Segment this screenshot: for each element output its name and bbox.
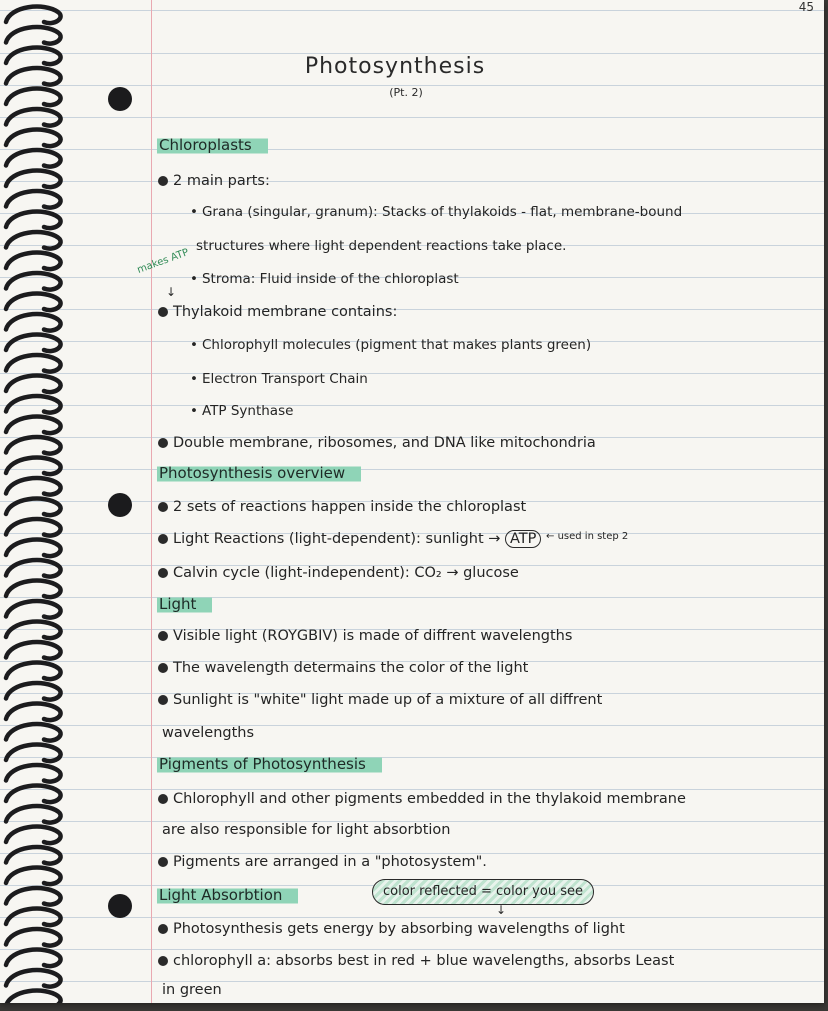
binder-hole: [108, 894, 132, 918]
note-line: are also responsible for light absorbtion: [162, 822, 451, 838]
spiral-coil: [6, 458, 61, 475]
spiral-coil: [6, 171, 61, 188]
page-number: 45: [798, 0, 814, 14]
used-in-step-note: ← used in step 2: [546, 531, 629, 542]
spiral-coil: [6, 232, 61, 249]
bullet-icon: [158, 695, 168, 705]
spiral-coil: [6, 765, 61, 782]
bullet-icon: [158, 924, 168, 934]
spiral-coil: [6, 273, 61, 290]
spiral-coil: [6, 888, 61, 905]
down-arrow-icon: ↓: [166, 285, 177, 299]
note-line: Light Reactions (light-dependent): sunlight → ATP ← used in step 2: [158, 526, 818, 552]
spiral-coil: [6, 663, 61, 680]
spiral-coil: [6, 622, 61, 639]
spiral-coil: [6, 355, 61, 372]
spiral-coil: [6, 437, 61, 454]
note-line: chlorophyll a: absorbs best in red + blue wavelengths, absorbs Least: [158, 948, 818, 974]
spiral-coil: [6, 376, 61, 393]
spiral-coil: [6, 929, 61, 946]
spiral-coil: [6, 109, 61, 126]
note-line: • Electron Transport Chain: [190, 371, 368, 387]
spiral-coil: [6, 540, 61, 557]
note-line: Pigments are arranged in a "photosystem".: [158, 849, 818, 875]
spiral-coil: [6, 909, 61, 926]
spiral-coil: [6, 519, 61, 536]
note-line: • Chlorophyll molecules (pigment that makes plants green): [190, 337, 592, 353]
spiral-coil: [6, 212, 61, 229]
spiral-coil: [6, 417, 61, 434]
heading-light: Light: [157, 592, 212, 616]
spiral-coil: [6, 950, 61, 967]
bullet-icon: [158, 857, 168, 867]
note-line: The wavelength determains the color of the light: [158, 655, 818, 681]
bullet-icon: [158, 631, 168, 641]
note-line: Thylakoid membrane contains:: [158, 299, 818, 325]
bullet-icon: [158, 176, 168, 186]
spiral-coil: [6, 253, 61, 270]
note-line: in green: [162, 982, 222, 998]
bullet-icon: [158, 956, 168, 966]
spiral-coil: [6, 847, 61, 864]
spiral-coil: [6, 314, 61, 331]
color-note-bubble: color reflected = color you see: [372, 879, 594, 905]
spiral-coil: [6, 335, 61, 352]
bullet-icon: [158, 502, 168, 512]
note-line: • Stroma: Fluid inside of the chloroplast: [190, 271, 459, 287]
note-line: Photosynthesis gets energy by absorbing wavelengths of light: [158, 916, 818, 942]
spiral-coil: [6, 581, 61, 598]
spiral-coil: [6, 724, 61, 741]
spiral-coil: [6, 499, 61, 516]
spiral-coil: [6, 683, 61, 700]
spiral-coil: [6, 868, 61, 885]
spiral-coil: [6, 970, 61, 987]
page-subtitle: (Pt. 2): [389, 86, 423, 99]
spiral-coil: [6, 150, 61, 167]
bullet-icon: [158, 663, 168, 673]
spiral-coil: [6, 745, 61, 762]
margin-line: [151, 0, 152, 1003]
heading-pigments: Pigments of Photosynthesis: [157, 752, 382, 776]
spiral-coil: [6, 704, 61, 721]
spiral-coil: [6, 642, 61, 659]
note-line: Sunlight is "white" light made up of a mixture of all diffrent: [158, 687, 818, 713]
spiral-coil: [6, 827, 61, 844]
bullet-icon: [158, 307, 168, 317]
spiral-coil: [6, 806, 61, 823]
page-title: Photosynthesis: [304, 54, 486, 79]
bullet-icon: [158, 438, 168, 448]
note-line: wavelengths: [162, 725, 255, 741]
spiral-coil: [6, 478, 61, 495]
heading-overview: Photosynthesis overview: [157, 461, 361, 485]
spiral-coil: [6, 294, 61, 311]
bullet-icon: [158, 794, 168, 804]
spiral-coil: [6, 27, 61, 44]
bullet-icon: [158, 568, 168, 578]
spiral-coil: [6, 560, 61, 577]
spiral-coil: [6, 191, 61, 208]
note-line: 2 main parts:: [158, 168, 818, 194]
note-line: Visible light (ROYGBIV) is made of diffrent wavelengths: [158, 623, 818, 649]
note-line: structures where light dependent reactions take place.: [196, 238, 567, 254]
margin-note: makes ATP: [135, 247, 191, 276]
spiral-coil: [6, 130, 61, 147]
spiral-coil: [6, 396, 61, 413]
note-line: Double membrane, ribosomes, and DNA like mitochondria: [158, 430, 818, 456]
note-line: • ATP Synthase: [190, 403, 294, 419]
spiral-coil: [6, 601, 61, 618]
note-line: Calvin cycle (light-independent): CO₂ → glucose: [158, 560, 818, 586]
atp-circled: ATP: [505, 530, 541, 548]
spiral-coil: [6, 991, 61, 1003]
spiral-coil: [6, 7, 61, 24]
heading-chloroplasts: Chloroplasts: [157, 133, 268, 157]
note-line: • Grana (singular, granum): Stacks of thylakoids - flat, membrane-bound: [190, 204, 683, 220]
spiral-coil: [6, 786, 61, 803]
down-arrow-icon: ↓: [496, 903, 507, 917]
binder-hole: [108, 493, 132, 517]
bullet-icon: [158, 534, 168, 544]
heading-absorption: Light Absorbtion: [157, 883, 298, 907]
note-line: Chlorophyll and other pigments embedded in the thylakoid membrane: [158, 786, 818, 812]
note-line: 2 sets of reactions happen inside the chloroplast: [158, 494, 818, 520]
